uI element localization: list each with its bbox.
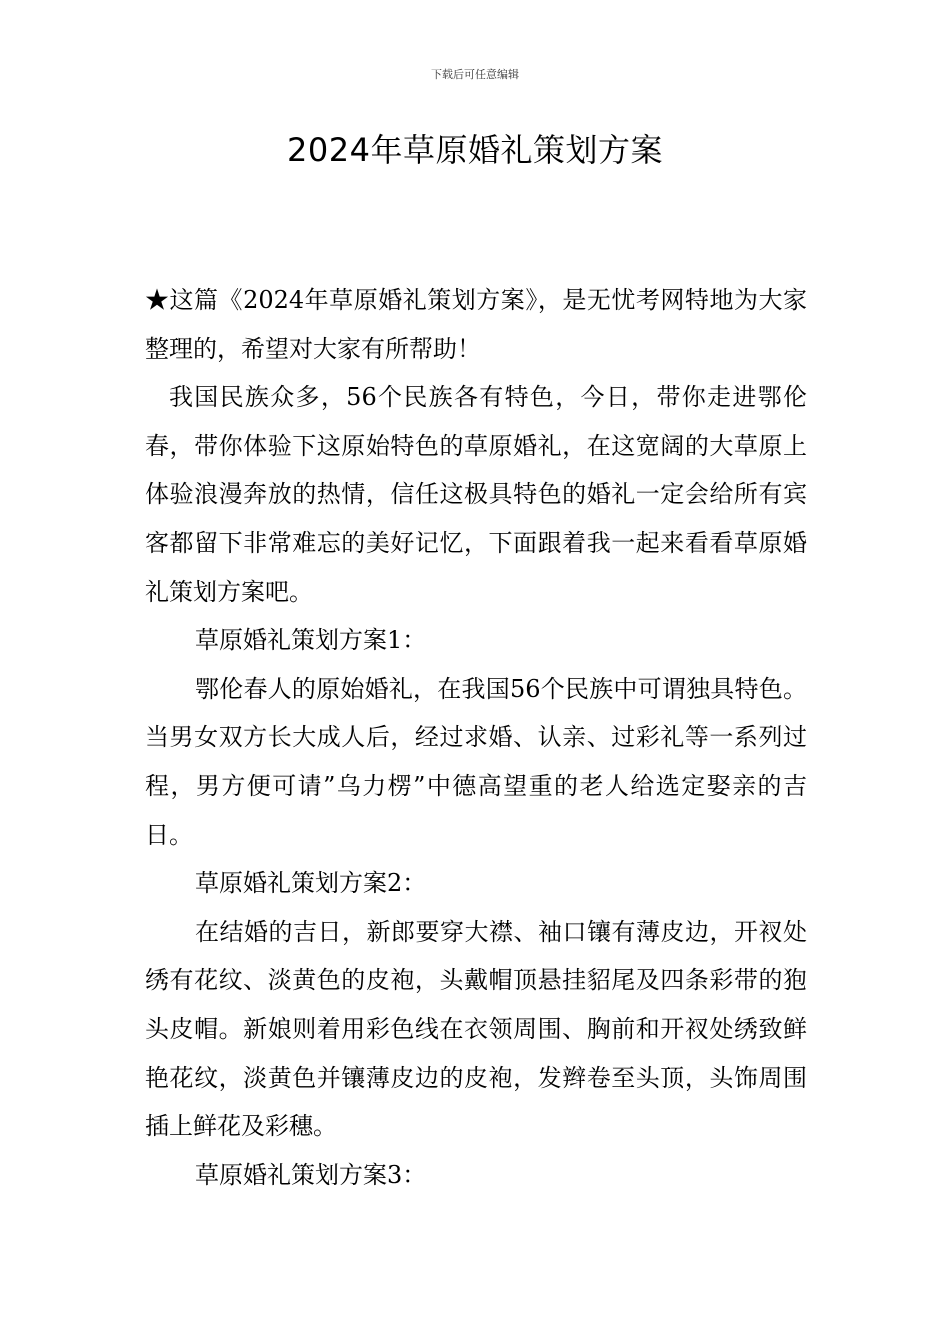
header-note: 下载后可任意编辑 bbox=[431, 68, 519, 81]
body-paragraph: 鄂伦春人的原始婚礼，在我国56个民族中可谓独具特色。当男女双方长大成人后，经过求婚、认亲、过彩礼等一系列过程，男方便可请”乌力楞”中德高望重的老人给选定娶亲的吉日。 bbox=[145, 674, 807, 849]
intro-paragraph: ★这篇《2024年草原婚礼策划方案》，是无忧考网特地为大家整理的，希望对大家有所帮助！ bbox=[145, 286, 807, 363]
body-paragraph: 我国民族众多，56个民族各有特色，今日，带你走进鄂伦春，带你体验下这原始特色的草原婚礼，在这宽阔的大草原上体验浪漫奔放的热情，信任这极具特色的婚礼一定会给所有宾客都留下非常难忘的美好记忆，下面跟着我一起来看看草原婚礼策划方案吧。 bbox=[145, 383, 807, 606]
section-heading: 草原婚礼策划方案3： bbox=[195, 1160, 427, 1189]
section-heading: 草原婚礼策划方案2： bbox=[195, 869, 427, 898]
document-title: 2024年草原婚礼策划方案 bbox=[287, 131, 663, 169]
body-paragraph: 在结婚的吉日，新郎要穿大襟、袖口镶有薄皮边，开衩处绣有花纹、淡黄色的皮袍，头戴帽顶悬挂貂尾及四条彩带的狍头皮帽。新娘则着用彩色线在衣领周围、胸前和开衩处绣致鲜艳花纹，淡黄色并镶薄皮边的皮袍，发辫卷至头顶，头饰周围插上鲜花及彩穗。 bbox=[145, 917, 807, 1141]
document-body bbox=[145, 276, 807, 1199]
section-heading: 草原婚礼策划方案1： bbox=[195, 626, 427, 655]
